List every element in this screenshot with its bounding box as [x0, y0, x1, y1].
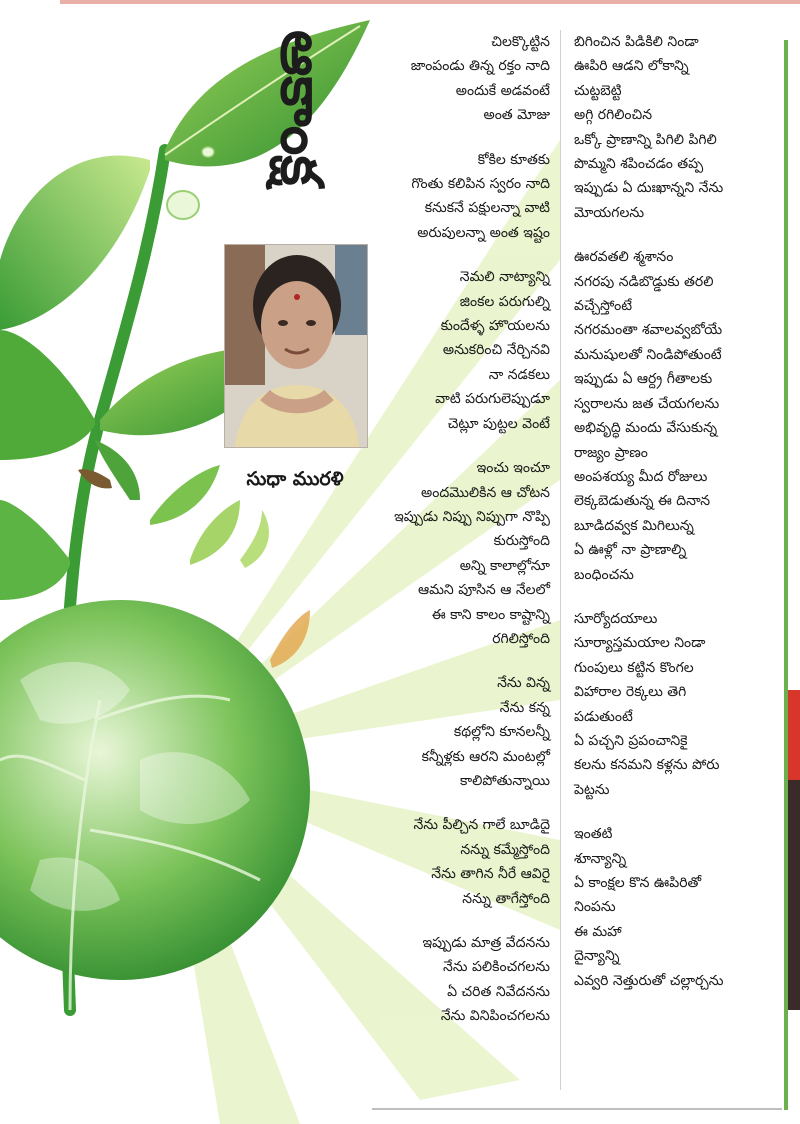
- poem-line: ఇంతటి: [574, 826, 613, 843]
- author-name: సుధా మురళి: [246, 468, 344, 490]
- poem-line: అందుకే అడవంటే: [455, 82, 550, 99]
- dew-drop-small: [202, 147, 214, 157]
- poem-title: ఆకాంక్ష: [268, 30, 336, 186]
- poem-line: కాలిపోతున్నాయి: [459, 772, 550, 789]
- poem-line: జాంపండు తిన్న రక్తం నాది: [410, 58, 550, 75]
- poem-line: నెమలి నాట్యాన్ని: [459, 269, 550, 286]
- leaf-lower-left: [0, 500, 70, 600]
- poem-line: చిలక్కొట్టిన: [491, 34, 550, 50]
- poem-line: ఊరవతలి శ్మశానం: [574, 249, 674, 266]
- poem-stanza: [358, 931, 550, 1029]
- poem-line: కుందేళ్ళ హొయలను: [440, 318, 550, 335]
- poem-line: అభివృద్ధి మందు వేసుకున్న: [574, 420, 718, 437]
- column-divider: [560, 30, 561, 1090]
- poem-line: బంధించను: [574, 566, 634, 583]
- dew-drop: [167, 191, 199, 219]
- poem-line: కన్నీళ్లకు ఆరని మంటల్లో: [421, 748, 550, 765]
- poem-line: గుంపులు కట్టిన కొంగల: [574, 659, 694, 676]
- poem-line: నన్ను కమ్మేస్తోంది: [460, 841, 550, 858]
- poem-line: ఏ పచ్చని ప్రపంచానికై: [574, 732, 688, 749]
- poem-line: కురుస్తోంది: [493, 533, 550, 550]
- poem-line: అరుపులన్నా అంత ఇష్టం: [417, 224, 550, 241]
- poem-stanza: [574, 607, 774, 802]
- poem-line: ఏ కాంక్షల కొన ఊపిరితో: [574, 875, 702, 891]
- poem-line: ఏ ఊళ్లో నా ప్రాణాల్ని: [574, 542, 687, 559]
- author-portrait-icon: [225, 245, 367, 447]
- poem-line: కనుకనే పక్షులన్నా వాటి: [424, 200, 550, 217]
- poem-line: నేను విన్న: [497, 675, 550, 692]
- poem-line: బూడిదవ్వక మిగిలున్న: [574, 517, 694, 534]
- poem-line: ఇప్పుడు మాత్ర వేదనను: [422, 935, 550, 951]
- poem-line: మనుషులతో నిండిపోతుంటే: [574, 346, 722, 363]
- poem-line: అనుకరించి నేర్చినవి: [442, 342, 550, 359]
- poem-line: ఆమని పూసిన ఆ నేలలో: [417, 582, 550, 599]
- poem-line: విహారాల రెక్కలు తెగి: [574, 684, 687, 701]
- poem-line: లెక్కబెడుతున్న ఈ దినాన: [574, 493, 711, 510]
- poem-line: నేను పలికించగలను: [443, 959, 550, 976]
- poem-line: అంపశయ్య మీద రోజులు: [574, 468, 708, 485]
- poem-line: ఎవ్వరి నెత్తురుతో చల్లార్చను: [574, 972, 724, 989]
- poem-line: ఈ కాని కాలం కాష్టాన్ని: [431, 606, 550, 623]
- poem-line: ఊపిరి ఆడని లోకాన్ని: [574, 58, 689, 75]
- poem-line: దైన్యాన్ని: [574, 948, 620, 965]
- poem-stanza: [574, 30, 774, 225]
- poem-line: కలను కనమని కళ్లను పోరు: [574, 757, 720, 774]
- adjacent-article-thumbnail: [788, 690, 800, 1010]
- poem-line: అంత మోజు: [483, 107, 550, 124]
- poem-line: చుట్టబెట్టి: [574, 82, 622, 99]
- poem-line: నా నడకలు: [488, 366, 550, 383]
- poem-line: గొంతు కలిపిన స్వరం నాది: [411, 176, 550, 193]
- poem-line: పొమ్మని శపించడం తప్ప: [574, 156, 704, 173]
- poem-stanza: [358, 456, 550, 651]
- leaf-mid-left: [0, 330, 95, 460]
- poem-line: ఏ చరిత నివేదనను: [447, 983, 550, 1000]
- poem-stanza: [358, 813, 550, 911]
- poem-line: నేను పీల్చిన గాలే బూడిదై: [413, 817, 550, 834]
- poem-line: మోయగలను: [574, 204, 645, 221]
- poem-stanza: [358, 265, 550, 436]
- poem-line: రాజ్యం ప్రాణం: [574, 444, 648, 461]
- poem-line: నన్ను తాగేస్తోంది: [462, 890, 550, 907]
- poem-line: నగరమంతా శవాలవ్వబోయే: [574, 322, 723, 339]
- poem-line: కథల్లోని కూనలన్నీ: [453, 724, 550, 741]
- poem-line: ఇంచు ఇంచూ: [476, 460, 550, 477]
- poem-line: జింకల పరుగుల్ని: [459, 293, 550, 310]
- poem-stanza: [574, 245, 774, 587]
- author-photo: [224, 244, 368, 448]
- poem-line: నేను కన్న: [499, 699, 550, 716]
- poem-column-right: [574, 30, 774, 1013]
- poem-line: బిగించిన పిడికిలి నిండా: [574, 34, 699, 50]
- poem-line: నింపను: [574, 899, 616, 916]
- poem-line: సూర్యోదయాలు: [574, 610, 658, 627]
- poem-line: పెట్టను: [574, 781, 610, 798]
- poem-line: అగ్గి రగిలించిన: [574, 107, 653, 124]
- poem-line: నేను తాగిన నీరే ఆవిరై: [431, 866, 550, 883]
- poem-line: ఇప్పుడు ఏ దుఃఖాన్నని నేను: [574, 180, 724, 197]
- poem-line: కోకిల కూతకు: [477, 151, 550, 168]
- poem-line: నేను వినిపించగలను: [440, 1008, 550, 1025]
- poem-line: అన్ని కాలాల్లోనూ: [459, 557, 550, 574]
- poem-line: ఒక్కో ప్రాణాన్ని పిగిలి పిగిలి: [574, 131, 717, 148]
- bottom-rule: [372, 1108, 782, 1110]
- poem-stanza: [574, 822, 774, 993]
- poem-line: ఇప్పుడు నిప్పు నిప్పుగా నొప్పి: [394, 508, 550, 525]
- poem-line: పడుతుంటే: [574, 708, 633, 725]
- poem-stanza: [358, 30, 550, 128]
- poem-line: స్వరాలను జత చేయగలను: [574, 395, 720, 412]
- poem-line: రగిలిస్తోంది: [492, 630, 550, 647]
- poem-line: వాటి పరుగులెప్పుడూ: [435, 391, 550, 408]
- poem-line: అందమొలికిన ఆ చోటన: [421, 484, 550, 501]
- poem-column-middle: [358, 30, 550, 1049]
- poem-line: సూర్యాస్తమయాల నిండా: [574, 635, 706, 652]
- poem-line: ఈ మహా: [574, 923, 622, 940]
- poem-line: వచ్చేస్తోంటే: [574, 298, 633, 315]
- poem-stanza: [358, 148, 550, 246]
- poem-line: నగరపు నడిబొడ్డుకు తరలి: [574, 273, 714, 290]
- poem-stanza: [358, 671, 550, 793]
- poem-line: ఇప్పుడు ఏ ఆర్ద్ర గీతాలకు: [574, 371, 713, 388]
- poem-line: చెట్లూ పుట్టల వెంటే: [447, 415, 550, 432]
- poem-line: శూన్యాన్ని: [574, 850, 627, 867]
